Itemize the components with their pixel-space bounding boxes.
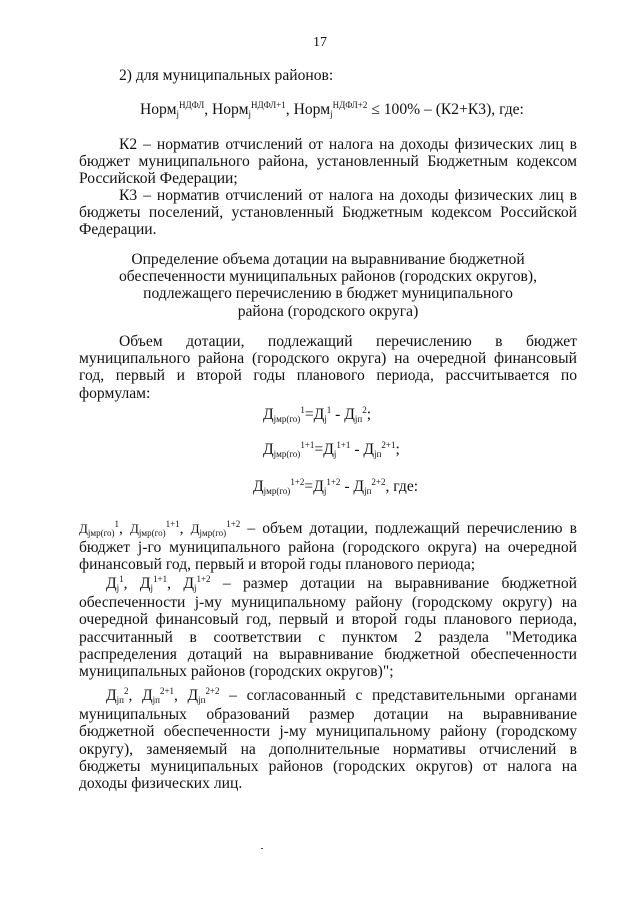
- k3-definition: К3 – норматив отчислений от налога на доходы физических лиц в бюджеты поселений, установленный Бюджетным кодексом Российской Федерации.: [79, 187, 577, 239]
- item-2-label: 2) для муниципальных районов:: [119, 67, 334, 84]
- definition-dotation-volume: Дjмр(го)$^1$, Дjмр(го)$^{1+1}$, Дjмр(го)$^{1+2}$ – объем дотации, подлежащий перечислению в бюджет j-го муниципального района (городского округа) на очередной финансовый год, первый и второй годы планового периода;: [79, 519, 577, 574]
- intro-paragraph: Объем дотации, подлежащий перечислению в бюджет муниципального района (городского округа) на очередной финансовый год, первый и второй годы планового периода, рассчитывается по формулам:: [79, 333, 577, 402]
- k2-definition: К2 – норматив отчислений от налога на доходы физических лиц в бюджет муниципального района, установленный Бюджетным кодексом Российской Федерации;: [79, 136, 577, 188]
- definition-agreed-dotation: Дjп$^2$, Дjп$^{2+1}$, Дjп$^{2+2}$ – согласованный с представительными органами муниципальных образований размер дотации на выравнивание бюджетной обеспеченности j-му муниципальному району (городскому округу), заменяемый на дополнительные нормативы отчислений в бюджеты муниципальных районов (городских округов) от налога на доходы физических лиц.: [79, 686, 578, 793]
- section-heading: Определение объема дотации на выравнивание бюджетной обеспеченности муниципальных районов (городских округов), подлежащего перечислению в бюджет муниципального района (городского округа): [118, 251, 537, 320]
- formula-year-1: $Дjмр(го)^1=Дj^1 - Дjп^2$;: [263, 405, 372, 424]
- formula-year-3: $Дjмр(го)^{1+2}=Дj^{1+2} - Дjп^{2+2}$, где:: [253, 477, 419, 496]
- definition-dotation-size: $Дj^1$, $Дj^{1+1}$, $Дj^{1+2}$ – размер дотации на выравнивание бюджетной обеспеченности j-му муниципальному району (городскому округу) на очередной финансовый год, первый и второй годы планового периода, рассчитанный в соответствии с пунктом 2 раздела "Методика распределения дотаций на выравнивание бюджетной обеспеченности муниципальных районов (городских округов)";: [79, 574, 578, 681]
- normative-formula: Нормj$^{НДФЛ}$, Нормj$^{НДФЛ+1}$, Нормj$^{НДФЛ+2}$ ≤ 100% – (К2+К3), где:: [140, 100, 524, 119]
- formula-year-2: $Дjмр(го)^{1+1}=Дj^{1+1} - Дjп^{2+1}$;: [263, 440, 400, 459]
- scan-speck: [261, 848, 263, 849]
- page-number: 17: [313, 35, 327, 50]
